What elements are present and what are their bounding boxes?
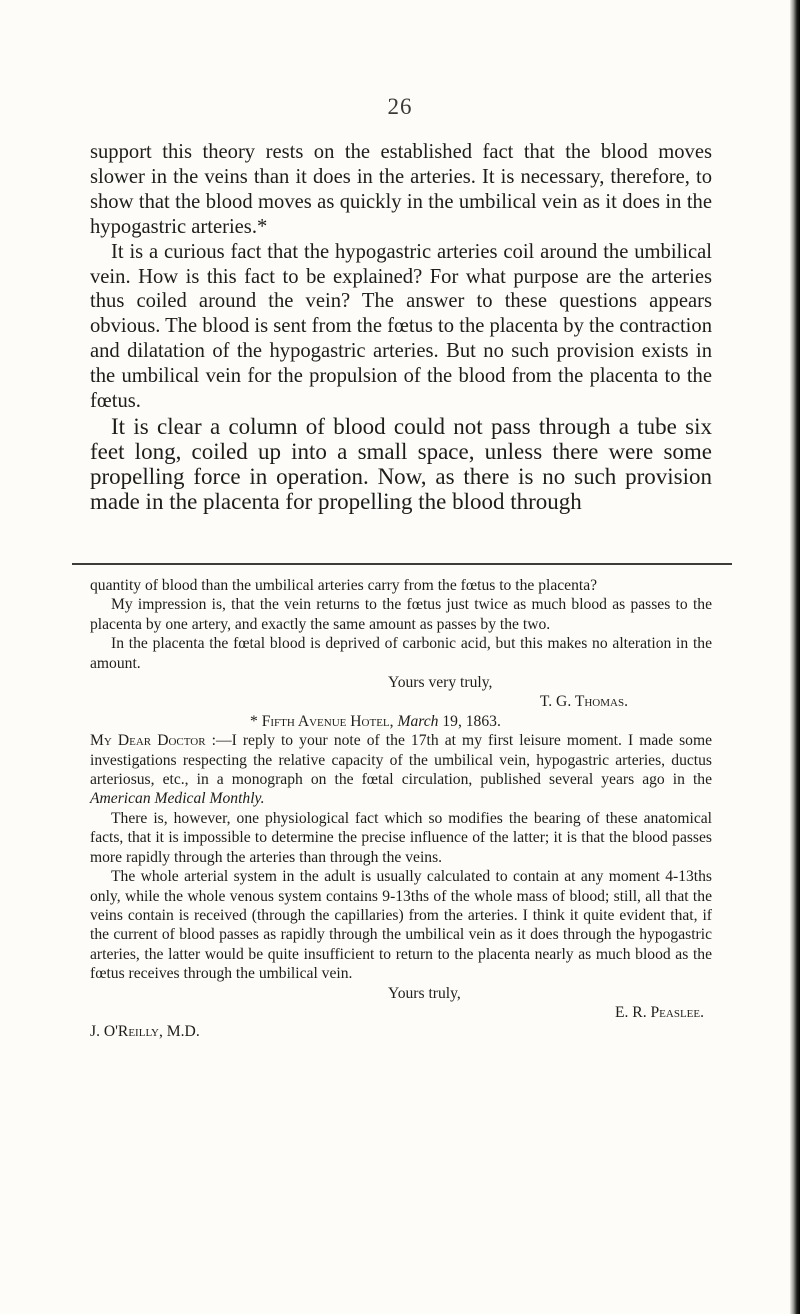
note-paragraph: My impression is, that the vein returns to the fœtus just twice as much blood as passes to the placenta by one artery, and exactly the same amount as passes by the two. [90, 596, 712, 633]
footnote-heading [90, 712, 712, 731]
addressee: J. O'Reilly, M.D. [90, 1022, 200, 1040]
note-paragraph: In the placenta the fœtal blood is deprived of carbonic acid, but this makes no alteration in the amount. [90, 635, 712, 672]
salutation: My Dear Doctor : [90, 732, 216, 750]
footnote-month: March [397, 712, 439, 730]
page-number: 26 [387, 94, 413, 119]
closing-line: Yours very truly, [388, 674, 493, 692]
signature: E. R. Peaslee. [614, 1003, 704, 1021]
note-paragraph: The whole arterial system in the adult is usually calculated to contain at any moment 4-13ths only, while the whole venous system contains 9-13ths of the whole mass of blood; still, all that the veins contain is received (through the capillaries) from the arteries. I think it quite evident that, if the current of blood passes as rapidly through the umbilical vein as it does through the hypogastric arteries, the latter would be quite insufficient to return to the placenta nearly as much blood as the fœtus receives through the umbilical vein. [90, 868, 712, 983]
footnote-day: 19, 1863. [442, 712, 501, 730]
journal-title: American Medical Monthly. [90, 790, 265, 808]
footnote-location: * Fifth Avenue Hotel, [250, 712, 394, 730]
horizontal-rule [72, 563, 732, 565]
footnote-section [90, 576, 712, 1043]
paragraph-2: It is a curious fact that the hypogastric arteries coil around the umbilical vein. How is this fact to be explained? For what purpose are the arteries thus coiled around the vein? The answer to these questions appears obvious. The blood is sent from the fœtus to the placenta by the contraction and dilatation of the hypogastric arteries. But no such provision exists in the umbilical vein for the propulsion of the blood from the placenta to the fœtus. [90, 240, 712, 413]
paragraph-1: support this theory rests on the established fact that the blood moves slower in the veins than it does in the arteries. It is necessary, therefore, to show that the blood moves as quickly in the umbilical vein as it does in the hypogastric arteries.* [90, 141, 712, 238]
paragraph-3: It is clear a column of blood could not pass through a tube six feet long, coiled up into a small space, unless there were some propelling force in operation. Now, as there is no such provision made in the placenta for propelling the blood through [90, 413, 712, 514]
main-text [90, 140, 712, 514]
note-paragraph: quantity of blood than the umbilical arteries carry from the fœtus to the placenta? [90, 577, 598, 594]
letter-paragraph [90, 731, 712, 809]
note-paragraph: There is, however, one physiological fact which so modifies the bearing of these anatomical facts, that it is impossible to determine the precise influence of the latter; it is that the blood passes more rapidly through the arteries than through the veins. [90, 809, 712, 866]
closing-line: Yours truly, [388, 984, 461, 1002]
letter-text: —I reply to your note of the 17th at my first leisure moment. I made some investigations respecting the relative capacity of the umbilical vein, hypogastric arteries, ductus arteriosus, etc., in a monograph on the fœtal circulation, published several years ago in the [90, 732, 713, 789]
book-spine-shadow [790, 0, 800, 1314]
signature: T. G. Thomas. [539, 693, 628, 711]
signature-row [90, 1003, 712, 1043]
